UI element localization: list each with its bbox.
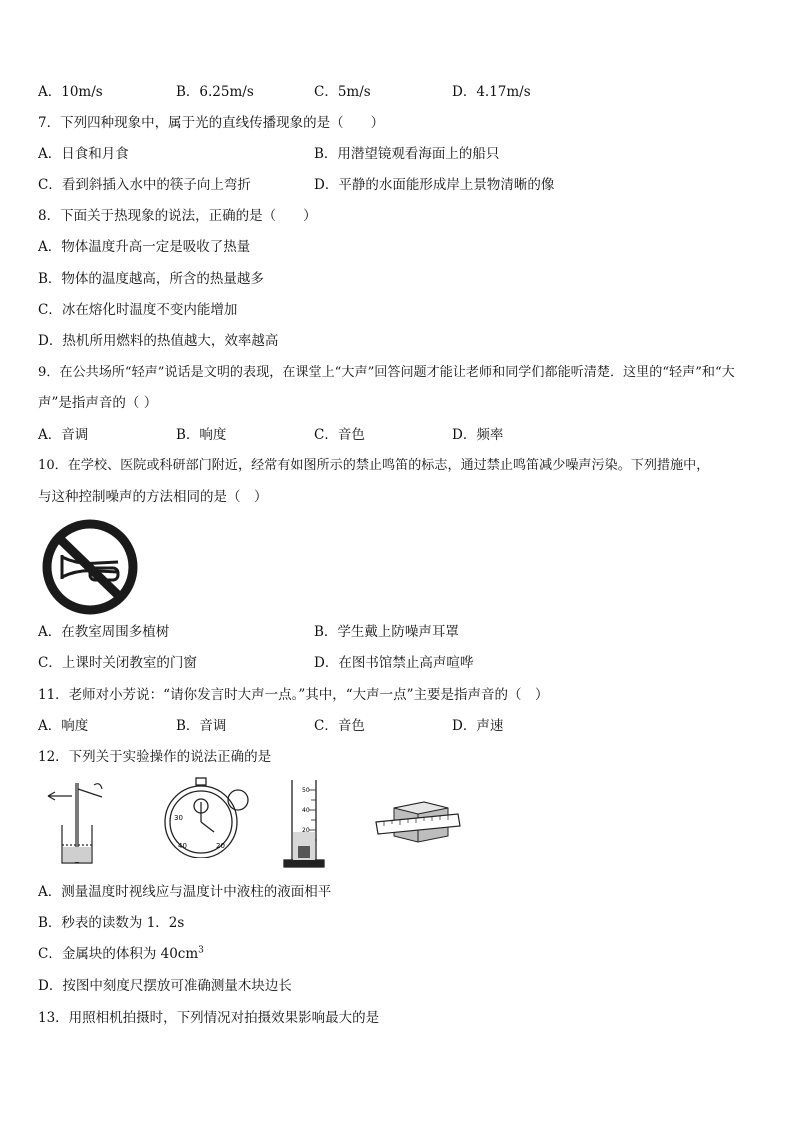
cylinder-label-40: 40: [302, 807, 310, 814]
thermometer-beaker-icon: [42, 775, 112, 870]
q8-option-d: D．热机所用燃料的热值越大，效率越高: [38, 333, 279, 349]
stopwatch-label-20: 20: [216, 842, 225, 850]
q11-option-c: C．音色: [314, 718, 365, 734]
q6-option-c: C．5m/s: [314, 84, 371, 100]
q7-option-c: C．看到斜插入水中的筷子向上弯折: [38, 177, 251, 193]
q11-option-a: A．响度: [38, 718, 89, 734]
q10-option-b: B．学生戴上防噪声耳罩: [314, 624, 459, 640]
q7-option-a: A．日食和月食: [38, 146, 129, 162]
q12-option-a: A．测量温度时视线应与温度计中液柱的液面相平: [38, 884, 332, 900]
q10-option-d: D．在图书馆禁止高声喧哗: [314, 655, 474, 671]
q12-option-c: [38, 944, 204, 964]
q10-option-c: C．上课时关闭教室的门窗: [38, 655, 197, 671]
q7-option-b: B．用潜望镜观看海面上的船只: [314, 146, 500, 162]
q13-stem: 13．用照相机拍摄时，下列情况对拍摄效果影响最大的是: [38, 1010, 380, 1026]
graduated-cylinder-icon: [280, 776, 330, 872]
q12-stem: 12．下列关于实验操作的说法正确的是: [38, 749, 272, 765]
q9-option-b: B．响度: [176, 427, 227, 443]
q6-option-a: A．10m/s: [38, 84, 103, 100]
q10-stem-line1: 10．在学校、医院或科研部门附近，经常有如图所示的禁止鸣笛的标志，通过禁止鸣笛减少噪声污染。下列措施中，: [38, 458, 710, 473]
q7-stem: 7．下列四种现象中，属于光的直线传播现象的是（ ）: [38, 115, 385, 131]
q8-option-c: C．冰在熔化时温度不变内能增加: [38, 302, 238, 318]
q10-stem-line2: 与这种控制噪声的方法相同的是（ ）: [38, 489, 268, 505]
q6-option-d: D．4.17m/s: [452, 84, 531, 100]
stopwatch-label-40: 40: [178, 842, 187, 850]
stopwatch-icon: [158, 776, 258, 858]
q6-option-b: B．6.25m/s: [176, 84, 254, 100]
q12-option-c-text: C．金属块的体积为 40cm: [38, 946, 199, 962]
q9-stem-line2: 声”是指声音的（ ）: [38, 395, 158, 411]
q8-option-a: A．物体温度升高一定是吸收了热量: [38, 239, 251, 255]
q8-option-b: B．物体的温度越高，所含的热量越多: [38, 271, 264, 287]
q12-option-c-superscript: 3: [198, 945, 204, 956]
q9-stem-line1: 9．在公共场所“轻声”说话是文明的表现，在课堂上“大声”回答问题才能让老师和同学们都能听清楚．这里的“轻声”和“大: [38, 365, 735, 380]
q11-stem: 11．老师对小芳说：“请你发言时大声一点。”其中，“大声一点”主要是指声音的（ ）: [38, 687, 549, 703]
q8-stem: 8．下面关于热现象的说法，正确的是（ ）: [38, 208, 317, 224]
q12-option-b: B．秒表的读数为 1．2s: [38, 915, 185, 931]
q10-option-a: A．在教室周围多植树: [38, 624, 170, 640]
no-horn-sign-icon: [40, 517, 140, 617]
cylinder-label-50: 50: [302, 787, 310, 794]
cylinder-label-20: 20: [302, 827, 310, 834]
stopwatch-label-30: 30: [174, 814, 183, 822]
q9-option-a: A．音调: [38, 427, 89, 443]
q9-option-d: D．频率: [452, 427, 504, 443]
q12-option-d: D．按图中刻度尺摆放可准确测量木块边长: [38, 978, 292, 994]
q9-option-c: C．音色: [314, 427, 365, 443]
q11-option-d: D．声速: [452, 718, 504, 734]
q11-option-b: B．音调: [176, 718, 227, 734]
ruler-block-icon: [374, 800, 462, 850]
q7-option-d: D．平静的水面能形成岸上景物清晰的像: [314, 177, 555, 193]
